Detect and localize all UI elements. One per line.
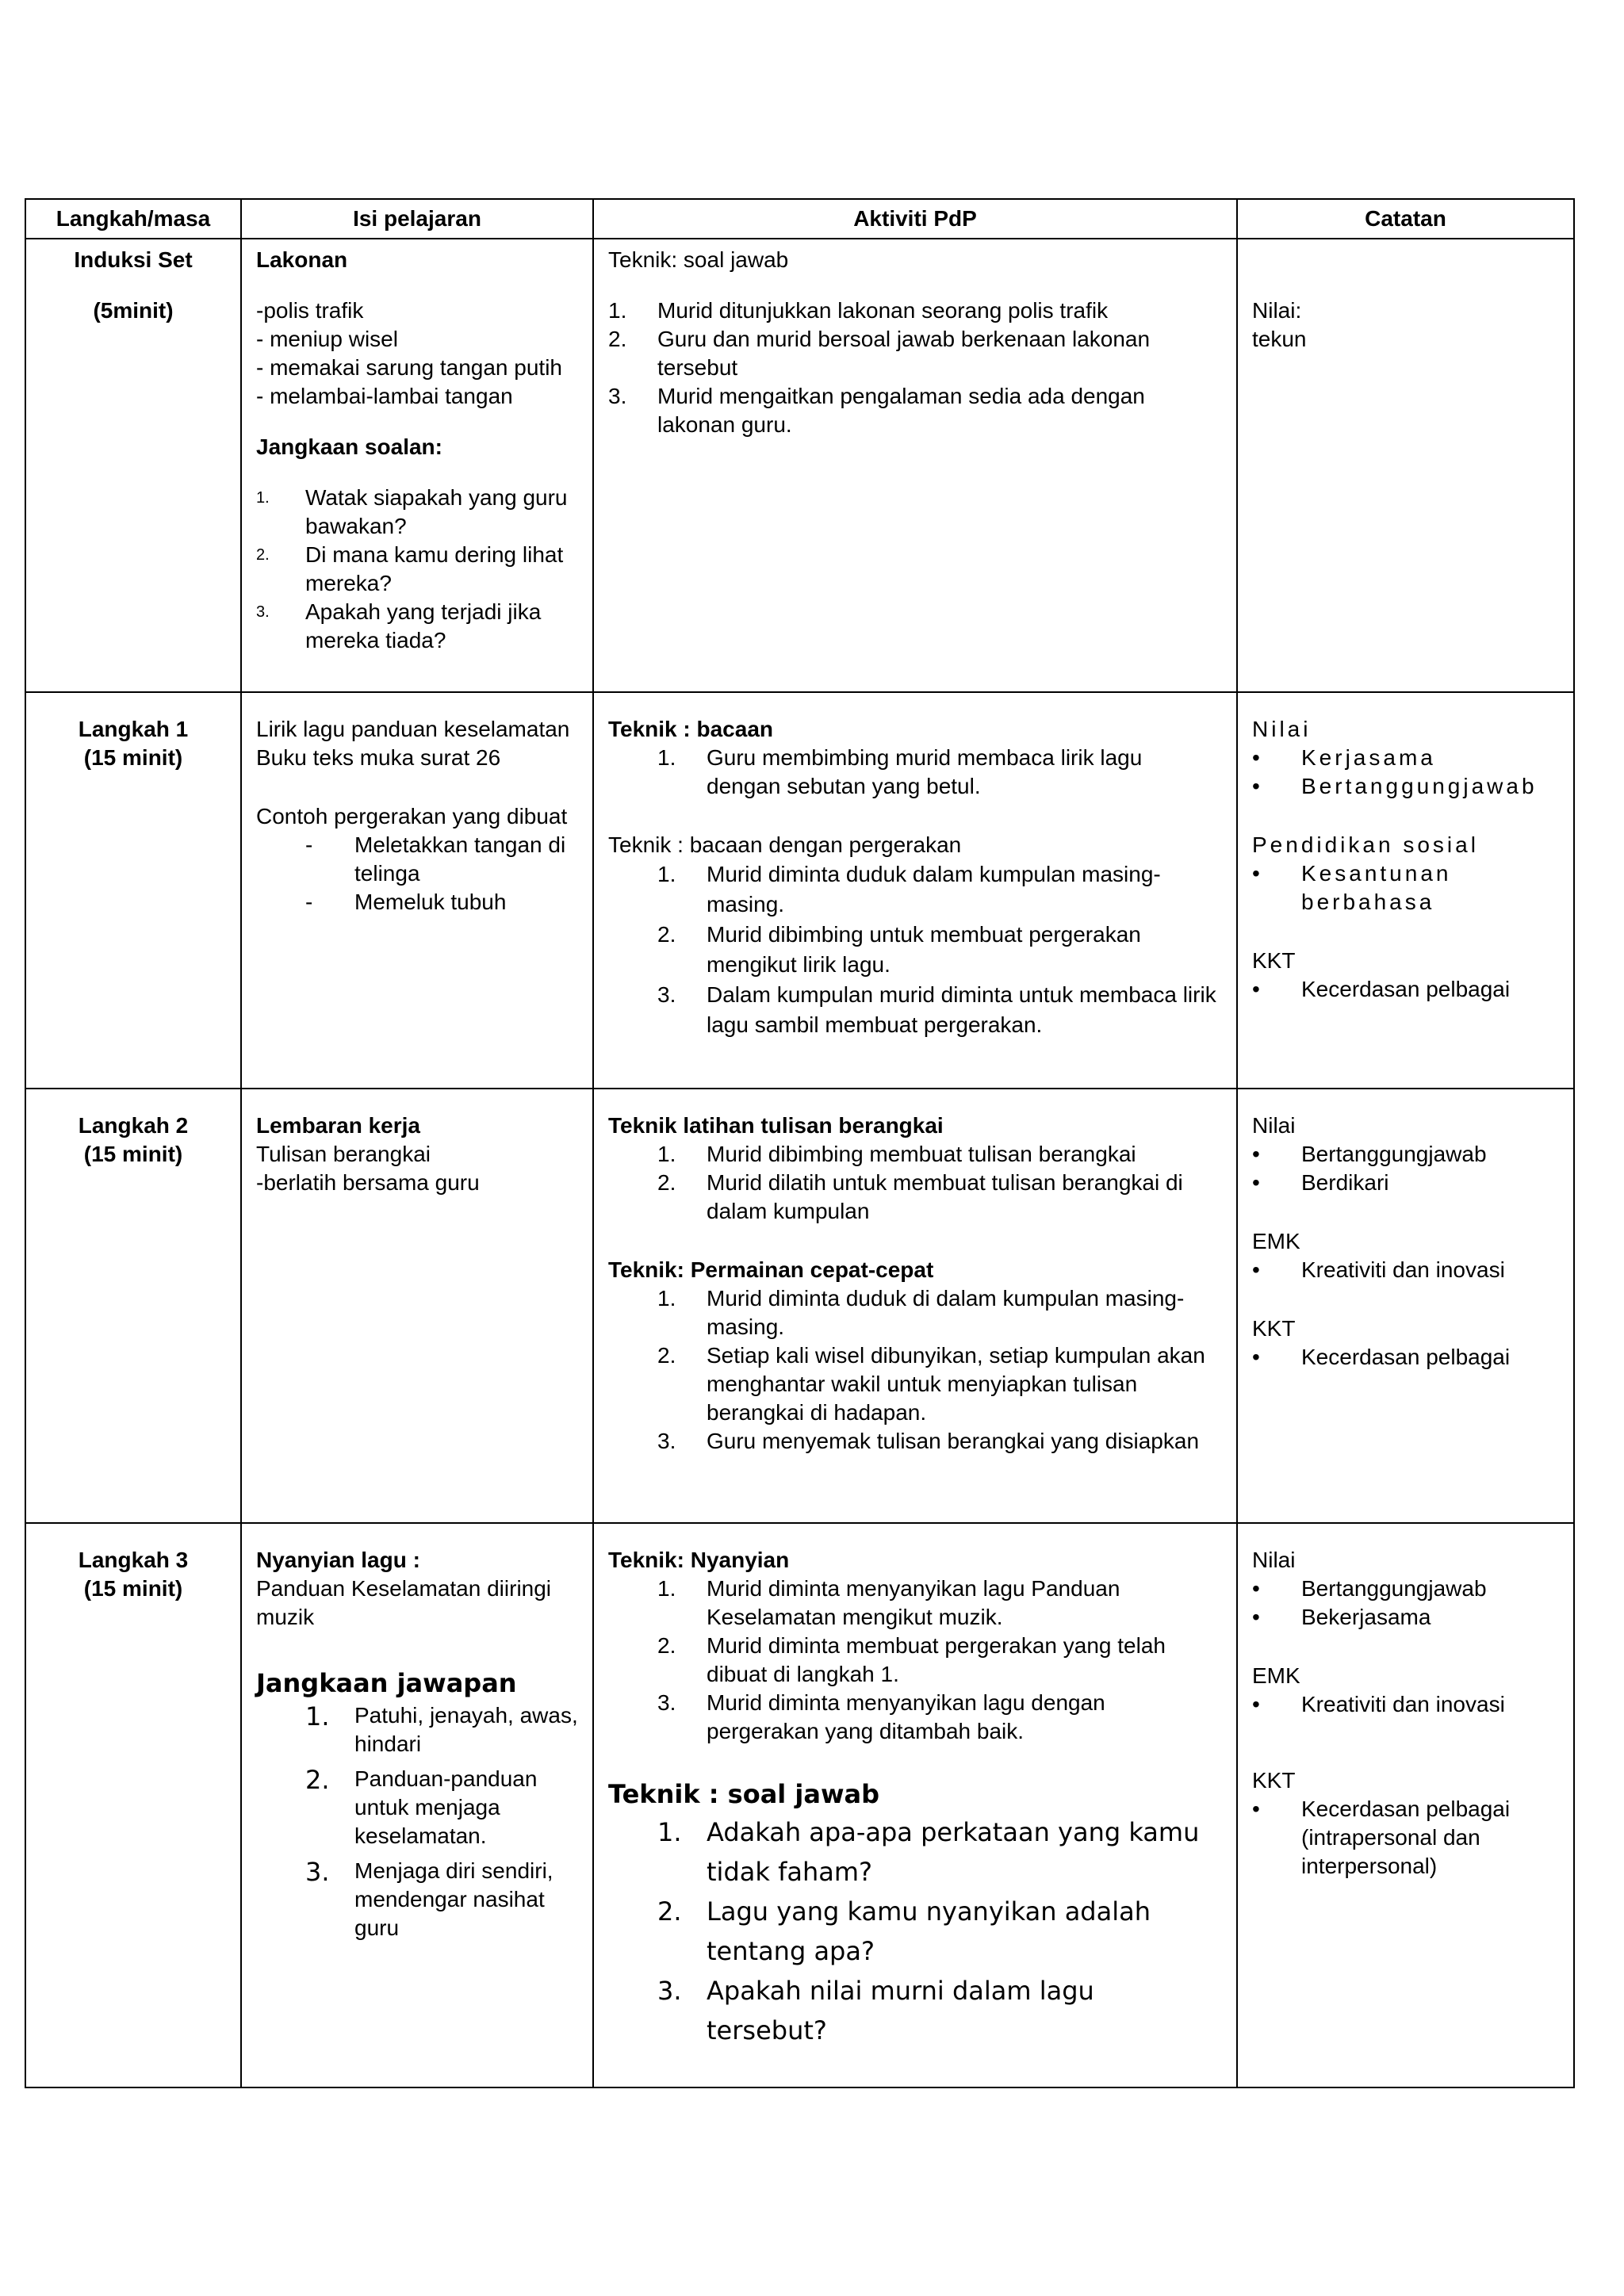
- step-label: Langkah 1: [78, 717, 189, 741]
- content-line: -berlatih bersama guru: [256, 1170, 480, 1195]
- technique-label: Teknik: soal jawab: [608, 247, 789, 272]
- questions-title: Jangkaan soalan:: [256, 434, 442, 459]
- list-item: • Bekerjasama: [1252, 1605, 1431, 1629]
- nilai-list: [1252, 1575, 1559, 1632]
- notes-title: KKT: [1252, 1768, 1296, 1793]
- list-item: - Memeluk tubuh: [305, 890, 507, 914]
- content-line: Lirik lagu panduan keselamatan: [256, 717, 570, 741]
- list-item: 3. Guru menyemak tulisan berangkai yang disiapkan: [657, 1429, 1200, 1453]
- activity-list: [608, 859, 1222, 1040]
- list-item: - Meletakkan tangan di telinga: [305, 832, 566, 886]
- step-label: Induksi Set: [74, 247, 193, 272]
- list-item: 1. Adakah apa-apa perkataan yang kamu tidak faham?: [657, 1817, 1200, 1887]
- notes-cell: [1237, 692, 1574, 1089]
- activity-cell: [593, 1089, 1237, 1523]
- content-title: Lakonan: [256, 247, 348, 272]
- list-item: 2. Guru dan murid bersoal jawab berkenaan lakonan tersebut: [608, 327, 1151, 380]
- header-row: [25, 199, 1574, 239]
- content-line: - meniup wisel: [256, 327, 398, 351]
- content-line: Contoh pergerakan yang dibuat: [256, 804, 568, 828]
- notes-title: Nilai: [1252, 717, 1312, 741]
- list-item: 2. Setiap kali wisel dibunyikan, setiap kumpulan akan menghantar wakil untuk menyiapkan tulisan berangkai di hadapan.: [657, 1343, 1205, 1425]
- activity-cell: [593, 692, 1237, 1089]
- list-item: 2. Di mana kamu dering lihat mereka?: [256, 542, 564, 595]
- emk-list: [1252, 1690, 1559, 1719]
- activity-list: [608, 1140, 1222, 1226]
- activity-cell: [593, 1523, 1237, 2087]
- content-title: Lembaran kerja: [256, 1113, 420, 1138]
- nilai-list: [1252, 744, 1559, 801]
- list-item: 3. Murid mengaitkan pengalaman sedia ada dengan lakonan guru.: [608, 384, 1145, 437]
- activity-list: [608, 297, 1222, 439]
- table-row: [25, 1089, 1574, 1523]
- header-isi: Isi pelajaran: [241, 199, 593, 239]
- notes-value: tekun: [1252, 327, 1307, 351]
- notes-title: KKT: [1252, 1316, 1296, 1341]
- list-item: • Kecerdasan pelbagai: [1252, 977, 1511, 1001]
- activity-list: [608, 1284, 1222, 1456]
- list-item: • Kecerdasan pelbagai: [1252, 1345, 1511, 1369]
- technique-label: Teknik : soal jawab: [608, 1779, 880, 1809]
- list-item: 1. Patuhi, jenayah, awas, hindari: [305, 1701, 578, 1756]
- technique-label: Teknik : bacaan dengan pergerakan: [608, 832, 962, 857]
- list-item: 1. Guru membimbing murid membaca lirik lagu dengan sebutan yang betul.: [657, 745, 1143, 798]
- step-time: (15 minit): [83, 1142, 183, 1166]
- notes-title: KKT: [1252, 948, 1296, 973]
- content-line: - memakai sarung tangan putih: [256, 355, 562, 380]
- list-item: 1. Murid diminta duduk dalam kumpulan masing-masing.: [657, 862, 1161, 916]
- technique-label: Teknik latihan tulisan berangkai: [608, 1113, 944, 1138]
- list-item: 1. Watak siapakah yang guru bawakan?: [256, 485, 568, 538]
- content-cell: [241, 1089, 593, 1523]
- activity-list: [608, 744, 1222, 801]
- list-item: 2. Murid dilatih untuk membuat tulisan berangkai di dalam kumpulan: [657, 1170, 1183, 1223]
- activity-list: [608, 1575, 1222, 1746]
- notes-cell: [1237, 1089, 1574, 1523]
- content-cell: [241, 239, 593, 692]
- notes-title: Pendidikan sosial: [1252, 832, 1479, 857]
- answers-list: [256, 1701, 578, 1942]
- step-time: (15 minit): [83, 1576, 183, 1601]
- list-item: 2. Panduan-panduan untuk menjaga keselamatan.: [305, 1765, 538, 1848]
- list-item: 1. Murid diminta menyanyikan lagu Panduan Keselamatan mengikut muzik.: [657, 1576, 1120, 1629]
- content-line: Panduan Keselamatan diiringi muzik: [256, 1576, 552, 1629]
- list-item: • Kreativiti dan inovasi: [1252, 1692, 1505, 1716]
- step-time: (5minit): [93, 298, 174, 323]
- list-item: 3. Dalam kumpulan murid diminta untuk membaca lirik lagu sambil membuat pergerakan.: [657, 982, 1216, 1037]
- content-line: -polis trafik: [256, 298, 364, 323]
- step-cell: [25, 692, 241, 1089]
- list-item: 2. Murid diminta membuat pergerakan yang telah dibuat di langkah 1.: [657, 1633, 1166, 1686]
- table-row: [25, 1523, 1574, 2087]
- notes-title: EMK: [1252, 1229, 1300, 1253]
- content-title: Nyanyian lagu :: [256, 1548, 420, 1572]
- notes-title: EMK: [1252, 1663, 1300, 1688]
- list-item: • Kesantunan berbahasa: [1252, 861, 1452, 914]
- nilai-list: [1252, 1140, 1559, 1197]
- lesson-plan-table: [25, 198, 1575, 2088]
- list-item: • Kreativiti dan inovasi: [1252, 1257, 1505, 1282]
- list-item: 3. Murid diminta menyanyikan lagu dengan pergerakan yang ditambah baik.: [657, 1690, 1105, 1743]
- kkt-list: [1252, 975, 1559, 1004]
- question-list: [608, 1812, 1222, 2050]
- questions-list: [256, 484, 578, 655]
- list-item: • Berdikari: [1252, 1170, 1389, 1195]
- technique-label: Teknik: Permainan cepat-cepat: [608, 1257, 934, 1282]
- step-time: (15 minit): [83, 745, 183, 770]
- notes-title: Nilai: [1252, 1113, 1296, 1138]
- list-item: 3. Apakah yang terjadi jika mereka tiada?: [256, 599, 542, 652]
- list-item: 2. Lagu yang kamu nyanyikan adalah tentang apa?: [657, 1896, 1151, 1966]
- step-cell: [25, 239, 241, 692]
- list-item: • Bertanggungjawab: [1252, 1142, 1487, 1166]
- list-item: • Bertanggungjawab: [1252, 774, 1538, 798]
- notes-title: Nilai: [1252, 1548, 1296, 1572]
- table-row: [25, 239, 1574, 692]
- header-aktiviti: Aktiviti PdP: [593, 199, 1237, 239]
- list-item: 1. Murid ditunjukkan lakonan seorang polis trafik: [608, 298, 1109, 323]
- content-line: Buku teks muka surat 26: [256, 745, 501, 770]
- answers-title: Jangkaan jawapan: [256, 1668, 517, 1698]
- list-item: 3. Menjaga diri sendiri, mendengar nasihat guru: [305, 1857, 553, 1940]
- step-label: Langkah 3: [78, 1548, 189, 1572]
- kkt-list: [1252, 1343, 1559, 1372]
- notes-cell: [1237, 239, 1574, 692]
- header-catatan: Catatan: [1237, 199, 1574, 239]
- list-item: • Kerjasama: [1252, 745, 1436, 770]
- technique-label: Teknik : bacaan: [608, 717, 774, 741]
- content-line: Tulisan berangkai: [256, 1142, 431, 1166]
- step-label: Langkah 2: [78, 1113, 189, 1138]
- content-cell: [241, 1523, 593, 2087]
- movement-list: [256, 831, 578, 916]
- list-item: 1. Murid diminta duduk di dalam kumpulan masing-masing.: [657, 1286, 1185, 1339]
- content-cell: [241, 692, 593, 1089]
- sosial-list: [1252, 859, 1559, 916]
- list-item: 1. Murid dibimbing membuat tulisan berangkai: [657, 1142, 1136, 1166]
- table-row: [25, 692, 1574, 1089]
- step-cell: [25, 1089, 241, 1523]
- list-item: • Kecerdasan pelbagai (intrapersonal dan interpersonal): [1252, 1797, 1511, 1878]
- activity-cell: [593, 239, 1237, 692]
- kkt-list: [1252, 1795, 1559, 1881]
- list-item: 3. Apakah nilai murni dalam lagu tersebut?: [657, 1976, 1094, 2045]
- header-langkah: Langkah/masa: [25, 199, 241, 239]
- technique-label: Teknik: Nyanyian: [608, 1548, 790, 1572]
- list-item: 2. Murid dibimbing untuk membuat pergerakan mengikut lirik lagu.: [657, 922, 1141, 977]
- content-line: - melambai-lambai tangan: [256, 384, 513, 408]
- notes-cell: [1237, 1523, 1574, 2087]
- step-cell: [25, 1523, 241, 2087]
- notes-title: Nilai:: [1252, 298, 1302, 323]
- emk-list: [1252, 1256, 1559, 1284]
- list-item: • Bertanggungjawab: [1252, 1576, 1487, 1601]
